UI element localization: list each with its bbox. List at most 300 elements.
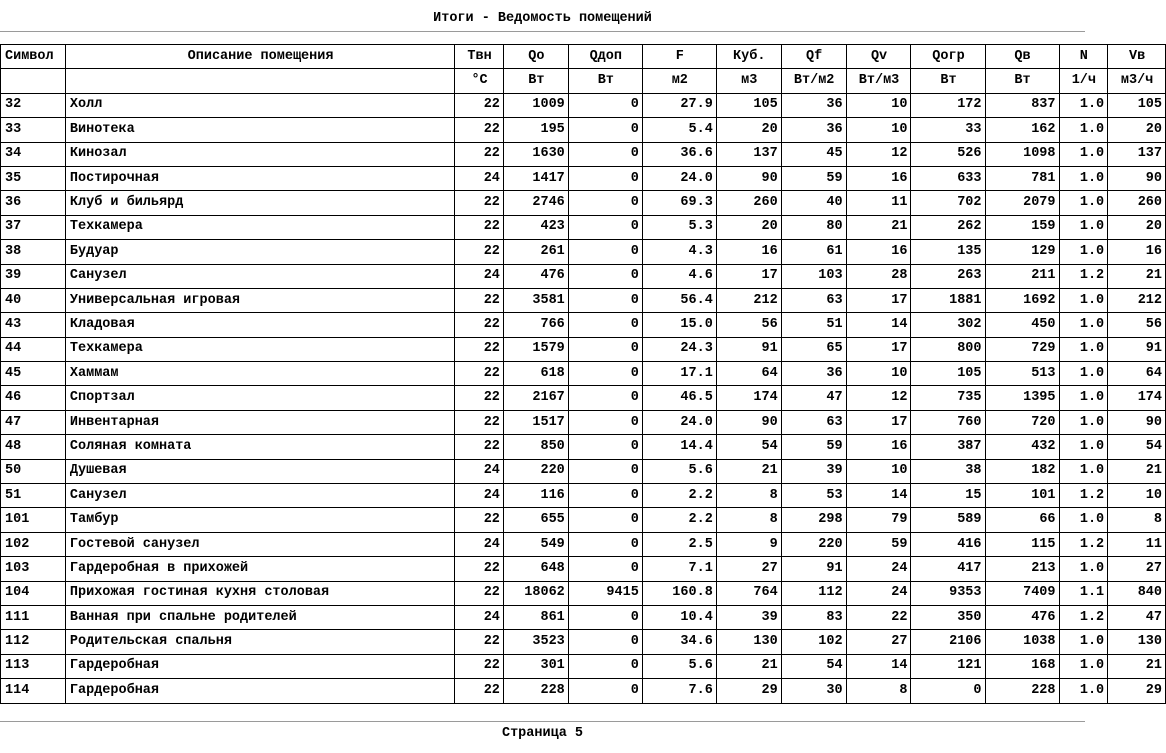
column-header-qv: Qv bbox=[846, 45, 911, 69]
cell-description: Гардеробная bbox=[65, 679, 454, 703]
unit-cell-q-vent: Вт bbox=[985, 69, 1059, 93]
cell-air-changes: 1.0 bbox=[1059, 557, 1108, 581]
cell-qv: 21 bbox=[846, 215, 911, 239]
cell-q-envelope: 1881 bbox=[911, 288, 985, 312]
cell-area: 27.9 bbox=[642, 93, 716, 117]
cell-t-in: 22 bbox=[455, 508, 504, 532]
cell-symbol: 111 bbox=[1, 605, 66, 629]
cell-qo: 476 bbox=[503, 264, 568, 288]
cell-area: 5.6 bbox=[642, 654, 716, 678]
cell-symbol: 48 bbox=[1, 435, 66, 459]
cell-volume: 54 bbox=[716, 435, 781, 459]
cell-volume: 16 bbox=[716, 240, 781, 264]
cell-t-in: 22 bbox=[455, 362, 504, 386]
unit-cell-symbol bbox=[1, 69, 66, 93]
cell-symbol: 35 bbox=[1, 166, 66, 190]
unit-cell-volume: м3 bbox=[716, 69, 781, 93]
cell-description: Ванная при спальне родителей bbox=[65, 605, 454, 629]
cell-t-in: 22 bbox=[455, 679, 504, 703]
cell-q-extra: 0 bbox=[568, 313, 642, 337]
cell-q-vent: 2079 bbox=[985, 191, 1059, 215]
cell-description: Родительская спальня bbox=[65, 630, 454, 654]
cell-q-extra: 0 bbox=[568, 118, 642, 142]
cell-qv: 10 bbox=[846, 459, 911, 483]
cell-q-envelope: 15 bbox=[911, 484, 985, 508]
cell-qf: 91 bbox=[781, 557, 846, 581]
cell-volume: 90 bbox=[716, 410, 781, 434]
cell-t-in: 22 bbox=[455, 142, 504, 166]
cell-q-vent: 66 bbox=[985, 508, 1059, 532]
column-header-symbol: Символ bbox=[1, 45, 66, 69]
cell-q-envelope: 302 bbox=[911, 313, 985, 337]
cell-qv: 8 bbox=[846, 679, 911, 703]
cell-area: 34.6 bbox=[642, 630, 716, 654]
table-row bbox=[1, 362, 1166, 386]
column-header-area: F bbox=[642, 45, 716, 69]
cell-vent-volume: 174 bbox=[1108, 386, 1166, 410]
table-units-row bbox=[1, 69, 1166, 93]
cell-vent-volume: 20 bbox=[1108, 215, 1166, 239]
cell-symbol: 40 bbox=[1, 288, 66, 312]
cell-description: Спортзал bbox=[65, 386, 454, 410]
column-header-volume: Куб. bbox=[716, 45, 781, 69]
cell-qo: 1517 bbox=[503, 410, 568, 434]
cell-qv: 27 bbox=[846, 630, 911, 654]
cell-q-vent: 432 bbox=[985, 435, 1059, 459]
cell-vent-volume: 16 bbox=[1108, 240, 1166, 264]
cell-q-vent: 1038 bbox=[985, 630, 1059, 654]
cell-vent-volume: 21 bbox=[1108, 264, 1166, 288]
cell-air-changes: 1.0 bbox=[1059, 215, 1108, 239]
column-header-description: Описание помещения bbox=[65, 45, 454, 69]
page-number: Страница 5 bbox=[501, 726, 583, 741]
cell-t-in: 22 bbox=[455, 386, 504, 410]
cell-air-changes: 1.0 bbox=[1059, 654, 1108, 678]
cell-q-extra: 0 bbox=[568, 630, 642, 654]
cell-air-changes: 1.0 bbox=[1059, 118, 1108, 142]
cell-air-changes: 1.0 bbox=[1059, 142, 1108, 166]
cell-volume: 8 bbox=[716, 508, 781, 532]
cell-symbol: 102 bbox=[1, 532, 66, 556]
cell-q-extra: 0 bbox=[568, 459, 642, 483]
cell-description: Будуар bbox=[65, 240, 454, 264]
cell-q-vent: 159 bbox=[985, 215, 1059, 239]
column-header-qf: Qf bbox=[781, 45, 846, 69]
cell-symbol: 112 bbox=[1, 630, 66, 654]
cell-vent-volume: 105 bbox=[1108, 93, 1166, 117]
cell-area: 69.3 bbox=[642, 191, 716, 215]
cell-qo: 850 bbox=[503, 435, 568, 459]
cell-qv: 79 bbox=[846, 508, 911, 532]
cell-qf: 47 bbox=[781, 386, 846, 410]
cell-qv: 24 bbox=[846, 581, 911, 605]
cell-q-envelope: 2106 bbox=[911, 630, 985, 654]
cell-qf: 59 bbox=[781, 435, 846, 459]
unit-cell-qf: Вт/м2 bbox=[781, 69, 846, 93]
cell-qf: 80 bbox=[781, 215, 846, 239]
cell-area: 24.0 bbox=[642, 166, 716, 190]
table-row bbox=[1, 191, 1166, 215]
cell-qo: 116 bbox=[503, 484, 568, 508]
table-row bbox=[1, 679, 1166, 703]
cell-symbol: 33 bbox=[1, 118, 66, 142]
cell-description: Хаммам bbox=[65, 362, 454, 386]
page-title: Итоги - Ведомость помещений bbox=[433, 11, 652, 26]
cell-qv: 59 bbox=[846, 532, 911, 556]
cell-volume: 29 bbox=[716, 679, 781, 703]
cell-area: 7.6 bbox=[642, 679, 716, 703]
cell-air-changes: 1.0 bbox=[1059, 362, 1108, 386]
table-body bbox=[1, 93, 1166, 703]
cell-t-in: 22 bbox=[455, 581, 504, 605]
table-row bbox=[1, 581, 1166, 605]
cell-air-changes: 1.2 bbox=[1059, 532, 1108, 556]
cell-qo: 220 bbox=[503, 459, 568, 483]
cell-description: Холл bbox=[65, 93, 454, 117]
cell-qv: 16 bbox=[846, 240, 911, 264]
cell-vent-volume: 137 bbox=[1108, 142, 1166, 166]
cell-qf: 36 bbox=[781, 362, 846, 386]
cell-area: 5.6 bbox=[642, 459, 716, 483]
cell-qf: 30 bbox=[781, 679, 846, 703]
cell-qf: 59 bbox=[781, 166, 846, 190]
cell-volume: 260 bbox=[716, 191, 781, 215]
cell-symbol: 51 bbox=[1, 484, 66, 508]
cell-q-extra: 9415 bbox=[568, 581, 642, 605]
cell-volume: 130 bbox=[716, 630, 781, 654]
cell-q-extra: 0 bbox=[568, 557, 642, 581]
cell-air-changes: 1.0 bbox=[1059, 630, 1108, 654]
cell-q-vent: 513 bbox=[985, 362, 1059, 386]
table-row bbox=[1, 337, 1166, 361]
cell-q-envelope: 262 bbox=[911, 215, 985, 239]
cell-q-vent: 1098 bbox=[985, 142, 1059, 166]
cell-area: 46.5 bbox=[642, 386, 716, 410]
cell-t-in: 22 bbox=[455, 630, 504, 654]
cell-area: 5.3 bbox=[642, 215, 716, 239]
cell-q-extra: 0 bbox=[568, 215, 642, 239]
cell-symbol: 113 bbox=[1, 654, 66, 678]
cell-q-extra: 0 bbox=[568, 435, 642, 459]
footer-divider bbox=[0, 721, 1085, 722]
cell-q-envelope: 735 bbox=[911, 386, 985, 410]
cell-description: Санузел bbox=[65, 484, 454, 508]
table-row bbox=[1, 166, 1166, 190]
cell-t-in: 24 bbox=[455, 484, 504, 508]
table-row bbox=[1, 93, 1166, 117]
table-row bbox=[1, 118, 1166, 142]
cell-area: 56.4 bbox=[642, 288, 716, 312]
cell-qo: 861 bbox=[503, 605, 568, 629]
cell-t-in: 24 bbox=[455, 166, 504, 190]
cell-qf: 61 bbox=[781, 240, 846, 264]
cell-q-vent: 228 bbox=[985, 679, 1059, 703]
cell-t-in: 24 bbox=[455, 605, 504, 629]
cell-qf: 40 bbox=[781, 191, 846, 215]
cell-vent-volume: 64 bbox=[1108, 362, 1166, 386]
cell-q-envelope: 702 bbox=[911, 191, 985, 215]
cell-t-in: 22 bbox=[455, 337, 504, 361]
cell-qf: 102 bbox=[781, 630, 846, 654]
cell-q-extra: 0 bbox=[568, 410, 642, 434]
cell-area: 7.1 bbox=[642, 557, 716, 581]
cell-qo: 228 bbox=[503, 679, 568, 703]
cell-air-changes: 1.2 bbox=[1059, 605, 1108, 629]
cell-qv: 12 bbox=[846, 142, 911, 166]
cell-qv: 24 bbox=[846, 557, 911, 581]
cell-area: 5.4 bbox=[642, 118, 716, 142]
cell-vent-volume: 29 bbox=[1108, 679, 1166, 703]
cell-q-envelope: 105 bbox=[911, 362, 985, 386]
cell-vent-volume: 20 bbox=[1108, 118, 1166, 142]
cell-t-in: 22 bbox=[455, 215, 504, 239]
cell-q-extra: 0 bbox=[568, 240, 642, 264]
cell-area: 2.2 bbox=[642, 484, 716, 508]
cell-q-envelope: 760 bbox=[911, 410, 985, 434]
cell-qo: 618 bbox=[503, 362, 568, 386]
cell-description: Винотека bbox=[65, 118, 454, 142]
cell-volume: 174 bbox=[716, 386, 781, 410]
cell-qo: 423 bbox=[503, 215, 568, 239]
header-divider bbox=[0, 31, 1085, 32]
cell-symbol: 36 bbox=[1, 191, 66, 215]
cell-air-changes: 1.0 bbox=[1059, 410, 1108, 434]
cell-air-changes: 1.0 bbox=[1059, 191, 1108, 215]
cell-qv: 12 bbox=[846, 386, 911, 410]
column-header-q-vent: Qв bbox=[985, 45, 1059, 69]
cell-symbol: 46 bbox=[1, 386, 66, 410]
cell-qf: 36 bbox=[781, 93, 846, 117]
cell-qo: 261 bbox=[503, 240, 568, 264]
cell-q-envelope: 800 bbox=[911, 337, 985, 361]
cell-qv: 16 bbox=[846, 166, 911, 190]
cell-volume: 21 bbox=[716, 654, 781, 678]
cell-q-envelope: 0 bbox=[911, 679, 985, 703]
cell-qv: 17 bbox=[846, 410, 911, 434]
cell-air-changes: 1.0 bbox=[1059, 386, 1108, 410]
table-row bbox=[1, 459, 1166, 483]
table-row bbox=[1, 484, 1166, 508]
cell-air-changes: 1.1 bbox=[1059, 581, 1108, 605]
cell-area: 2.2 bbox=[642, 508, 716, 532]
cell-q-extra: 0 bbox=[568, 362, 642, 386]
cell-qf: 65 bbox=[781, 337, 846, 361]
cell-air-changes: 1.0 bbox=[1059, 240, 1108, 264]
cell-t-in: 22 bbox=[455, 313, 504, 337]
cell-q-vent: 1395 bbox=[985, 386, 1059, 410]
cell-area: 24.3 bbox=[642, 337, 716, 361]
cell-q-vent: 1692 bbox=[985, 288, 1059, 312]
cell-qf: 39 bbox=[781, 459, 846, 483]
cell-qf: 63 bbox=[781, 410, 846, 434]
table-row bbox=[1, 605, 1166, 629]
unit-cell-qv: Вт/м3 bbox=[846, 69, 911, 93]
cell-t-in: 22 bbox=[455, 240, 504, 264]
cell-t-in: 22 bbox=[455, 93, 504, 117]
cell-q-extra: 0 bbox=[568, 337, 642, 361]
cell-qf: 63 bbox=[781, 288, 846, 312]
unit-cell-q-extra: Вт bbox=[568, 69, 642, 93]
cell-q-envelope: 387 bbox=[911, 435, 985, 459]
cell-area: 10.4 bbox=[642, 605, 716, 629]
cell-description: Санузел bbox=[65, 264, 454, 288]
cell-q-extra: 0 bbox=[568, 679, 642, 703]
unit-cell-qo: Вт bbox=[503, 69, 568, 93]
cell-description: Клуб и бильярд bbox=[65, 191, 454, 215]
rooms-table bbox=[0, 44, 1166, 704]
cell-volume: 8 bbox=[716, 484, 781, 508]
cell-q-envelope: 350 bbox=[911, 605, 985, 629]
cell-qv: 10 bbox=[846, 362, 911, 386]
cell-air-changes: 1.0 bbox=[1059, 313, 1108, 337]
cell-symbol: 45 bbox=[1, 362, 66, 386]
cell-q-envelope: 263 bbox=[911, 264, 985, 288]
cell-q-vent: 162 bbox=[985, 118, 1059, 142]
cell-q-envelope: 121 bbox=[911, 654, 985, 678]
cell-description: Прихожая гостиная кухня столовая bbox=[65, 581, 454, 605]
cell-q-vent: 182 bbox=[985, 459, 1059, 483]
cell-symbol: 32 bbox=[1, 93, 66, 117]
cell-area: 24.0 bbox=[642, 410, 716, 434]
cell-symbol: 114 bbox=[1, 679, 66, 703]
column-header-air-changes: N bbox=[1059, 45, 1108, 69]
table-row bbox=[1, 386, 1166, 410]
cell-description: Кинозал bbox=[65, 142, 454, 166]
cell-q-envelope: 417 bbox=[911, 557, 985, 581]
unit-cell-area: м2 bbox=[642, 69, 716, 93]
table-row bbox=[1, 557, 1166, 581]
cell-q-envelope: 9353 bbox=[911, 581, 985, 605]
cell-qo: 648 bbox=[503, 557, 568, 581]
cell-vent-volume: 260 bbox=[1108, 191, 1166, 215]
cell-symbol: 47 bbox=[1, 410, 66, 434]
cell-symbol: 101 bbox=[1, 508, 66, 532]
cell-air-changes: 1.2 bbox=[1059, 264, 1108, 288]
cell-vent-volume: 8 bbox=[1108, 508, 1166, 532]
cell-q-envelope: 589 bbox=[911, 508, 985, 532]
cell-symbol: 43 bbox=[1, 313, 66, 337]
cell-qv: 14 bbox=[846, 313, 911, 337]
cell-q-vent: 781 bbox=[985, 166, 1059, 190]
cell-air-changes: 1.0 bbox=[1059, 435, 1108, 459]
table-row bbox=[1, 410, 1166, 434]
cell-qo: 549 bbox=[503, 532, 568, 556]
table-header-row bbox=[1, 45, 1166, 69]
table-row bbox=[1, 288, 1166, 312]
cell-symbol: 34 bbox=[1, 142, 66, 166]
column-header-qo: Qo bbox=[503, 45, 568, 69]
cell-description: Постирочная bbox=[65, 166, 454, 190]
cell-q-envelope: 172 bbox=[911, 93, 985, 117]
cell-q-extra: 0 bbox=[568, 484, 642, 508]
cell-volume: 764 bbox=[716, 581, 781, 605]
cell-qo: 1630 bbox=[503, 142, 568, 166]
cell-qf: 220 bbox=[781, 532, 846, 556]
cell-vent-volume: 11 bbox=[1108, 532, 1166, 556]
cell-qf: 54 bbox=[781, 654, 846, 678]
cell-q-vent: 720 bbox=[985, 410, 1059, 434]
column-header-vent-volume: Vв bbox=[1108, 45, 1166, 69]
cell-qo: 301 bbox=[503, 654, 568, 678]
cell-volume: 20 bbox=[716, 118, 781, 142]
cell-vent-volume: 90 bbox=[1108, 410, 1166, 434]
cell-q-extra: 0 bbox=[568, 166, 642, 190]
cell-description: Универсальная игровая bbox=[65, 288, 454, 312]
cell-q-extra: 0 bbox=[568, 508, 642, 532]
cell-qo: 766 bbox=[503, 313, 568, 337]
cell-qo: 1417 bbox=[503, 166, 568, 190]
cell-t-in: 22 bbox=[455, 288, 504, 312]
cell-q-vent: 729 bbox=[985, 337, 1059, 361]
cell-qo: 1009 bbox=[503, 93, 568, 117]
cell-area: 4.6 bbox=[642, 264, 716, 288]
cell-symbol: 50 bbox=[1, 459, 66, 483]
cell-volume: 20 bbox=[716, 215, 781, 239]
cell-area: 15.0 bbox=[642, 313, 716, 337]
cell-volume: 90 bbox=[716, 166, 781, 190]
cell-q-envelope: 38 bbox=[911, 459, 985, 483]
cell-q-extra: 0 bbox=[568, 142, 642, 166]
cell-symbol: 38 bbox=[1, 240, 66, 264]
cell-t-in: 22 bbox=[455, 654, 504, 678]
cell-area: 14.4 bbox=[642, 435, 716, 459]
cell-air-changes: 1.0 bbox=[1059, 508, 1108, 532]
cell-area: 36.6 bbox=[642, 142, 716, 166]
cell-q-envelope: 633 bbox=[911, 166, 985, 190]
table-row bbox=[1, 142, 1166, 166]
cell-air-changes: 1.0 bbox=[1059, 337, 1108, 361]
unit-cell-q-envelope: Вт bbox=[911, 69, 985, 93]
cell-description: Техкамера bbox=[65, 215, 454, 239]
column-header-q-extra: Qдоп bbox=[568, 45, 642, 69]
cell-q-extra: 0 bbox=[568, 93, 642, 117]
cell-volume: 105 bbox=[716, 93, 781, 117]
cell-area: 4.3 bbox=[642, 240, 716, 264]
unit-cell-air-changes: 1/ч bbox=[1059, 69, 1108, 93]
cell-symbol: 104 bbox=[1, 581, 66, 605]
cell-vent-volume: 90 bbox=[1108, 166, 1166, 190]
cell-qv: 10 bbox=[846, 118, 911, 142]
cell-vent-volume: 91 bbox=[1108, 337, 1166, 361]
cell-t-in: 24 bbox=[455, 532, 504, 556]
cell-air-changes: 1.0 bbox=[1059, 93, 1108, 117]
cell-qo: 195 bbox=[503, 118, 568, 142]
cell-qv: 10 bbox=[846, 93, 911, 117]
cell-air-changes: 1.2 bbox=[1059, 484, 1108, 508]
cell-t-in: 22 bbox=[455, 435, 504, 459]
cell-description: Кладовая bbox=[65, 313, 454, 337]
cell-symbol: 103 bbox=[1, 557, 66, 581]
cell-symbol: 37 bbox=[1, 215, 66, 239]
cell-qf: 36 bbox=[781, 118, 846, 142]
cell-volume: 91 bbox=[716, 337, 781, 361]
cell-t-in: 24 bbox=[455, 264, 504, 288]
cell-t-in: 24 bbox=[455, 459, 504, 483]
cell-description: Инвентарная bbox=[65, 410, 454, 434]
unit-cell-description bbox=[65, 69, 454, 93]
table-row bbox=[1, 654, 1166, 678]
cell-q-extra: 0 bbox=[568, 264, 642, 288]
cell-volume: 9 bbox=[716, 532, 781, 556]
cell-symbol: 44 bbox=[1, 337, 66, 361]
cell-q-envelope: 135 bbox=[911, 240, 985, 264]
cell-t-in: 22 bbox=[455, 410, 504, 434]
cell-t-in: 22 bbox=[455, 118, 504, 142]
cell-qv: 28 bbox=[846, 264, 911, 288]
cell-t-in: 22 bbox=[455, 191, 504, 215]
cell-volume: 212 bbox=[716, 288, 781, 312]
cell-qf: 298 bbox=[781, 508, 846, 532]
